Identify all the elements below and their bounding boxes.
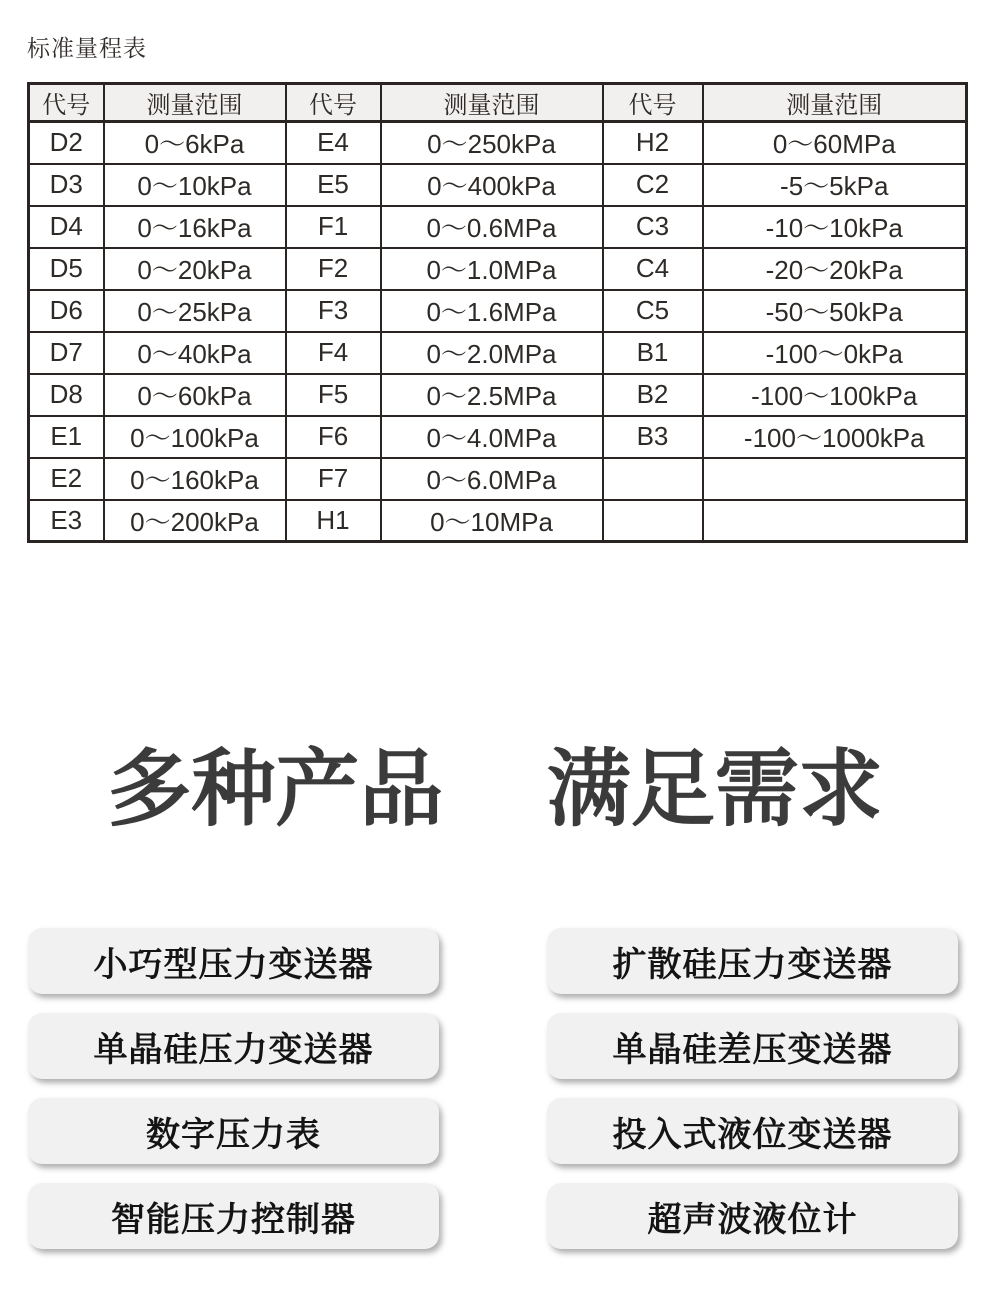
- product-button-grid: [28, 928, 958, 1249]
- range-cell: 0～10MPa: [381, 500, 603, 542]
- range-cell: -20～20kPa: [703, 248, 967, 290]
- range-cell: 0～1.0MPa: [381, 248, 603, 290]
- header-code-2: 代号: [286, 84, 381, 122]
- code-cell: B3: [603, 416, 703, 458]
- code-cell: [603, 500, 703, 542]
- code-cell: H2: [603, 122, 703, 164]
- header-code-3: 代号: [603, 84, 703, 122]
- section-heading: 多种产品 满足需求: [107, 742, 883, 836]
- range-cell: 0～60kPa: [104, 374, 286, 416]
- code-cell: E2: [29, 458, 104, 500]
- header-range-2: 测量范围: [381, 84, 603, 122]
- table-row: [29, 374, 967, 416]
- product-button-smart-pressure-controller[interactable]: 智能压力控制器: [28, 1183, 439, 1249]
- code-cell: C2: [603, 164, 703, 206]
- header-range-3: 测量范围: [703, 84, 967, 122]
- table-row: [29, 290, 967, 332]
- table-row: [29, 458, 967, 500]
- code-cell: D8: [29, 374, 104, 416]
- table-row: [29, 416, 967, 458]
- code-cell: F2: [286, 248, 381, 290]
- range-cell: 0～40kPa: [104, 332, 286, 374]
- header-code-1: 代号: [29, 84, 104, 122]
- code-cell: E3: [29, 500, 104, 542]
- range-cell: 0～1.6MPa: [381, 290, 603, 332]
- range-cell: -100～1000kPa: [703, 416, 967, 458]
- code-cell: E5: [286, 164, 381, 206]
- product-button-monocrystalline-silicon-pressure-transmitter[interactable]: 单晶硅压力变送器: [28, 1013, 439, 1079]
- code-cell: H1: [286, 500, 381, 542]
- code-cell: D5: [29, 248, 104, 290]
- product-button-ultrasonic-level-meter[interactable]: 超声波液位计: [547, 1183, 958, 1249]
- range-cell: 0～0.6MPa: [381, 206, 603, 248]
- header-range-1: 测量范围: [104, 84, 286, 122]
- code-cell: F1: [286, 206, 381, 248]
- range-cell: [703, 500, 967, 542]
- range-cell: 0～250kPa: [381, 122, 603, 164]
- code-cell: D3: [29, 164, 104, 206]
- code-cell: C3: [603, 206, 703, 248]
- table-row: [29, 122, 967, 164]
- table-row: [29, 332, 967, 374]
- code-cell: F7: [286, 458, 381, 500]
- code-cell: C4: [603, 248, 703, 290]
- product-button-diffused-silicon-pressure-transmitter[interactable]: 扩散硅压力变送器: [547, 928, 958, 994]
- code-cell: D2: [29, 122, 104, 164]
- range-cell: -50～50kPa: [703, 290, 967, 332]
- code-cell: C5: [603, 290, 703, 332]
- range-cell: 0～2.0MPa: [381, 332, 603, 374]
- range-cell: 0～4.0MPa: [381, 416, 603, 458]
- code-cell: E4: [286, 122, 381, 164]
- product-button-compact-pressure-transmitter[interactable]: 小巧型压力变送器: [28, 928, 439, 994]
- range-cell: 0～2.5MPa: [381, 374, 603, 416]
- page-title: 标准量程表: [27, 35, 147, 61]
- code-cell: B2: [603, 374, 703, 416]
- standard-range-table: [27, 82, 968, 543]
- code-cell: [603, 458, 703, 500]
- product-button-submersible-level-transmitter[interactable]: 投入式液位变送器: [547, 1098, 958, 1164]
- product-button-monocrystalline-silicon-differential-pressure-transmitter[interactable]: 单晶硅差压变送器: [547, 1013, 958, 1079]
- range-cell: [703, 458, 967, 500]
- code-cell: D6: [29, 290, 104, 332]
- range-cell: -100～100kPa: [703, 374, 967, 416]
- range-cell: 0～400kPa: [381, 164, 603, 206]
- range-cell: 0～100kPa: [104, 416, 286, 458]
- code-cell: F5: [286, 374, 381, 416]
- range-cell: 0～200kPa: [104, 500, 286, 542]
- range-cell: 0～6kPa: [104, 122, 286, 164]
- range-cell: 0～16kPa: [104, 206, 286, 248]
- code-cell: D7: [29, 332, 104, 374]
- code-cell: F3: [286, 290, 381, 332]
- table-row: [29, 164, 967, 206]
- table-row: [29, 248, 967, 290]
- range-cell: 0～20kPa: [104, 248, 286, 290]
- table-row: [29, 206, 967, 248]
- range-cell: -5～5kPa: [703, 164, 967, 206]
- range-cell: 0～160kPa: [104, 458, 286, 500]
- code-cell: B1: [603, 332, 703, 374]
- range-cell: 0～60MPa: [703, 122, 967, 164]
- code-cell: F6: [286, 416, 381, 458]
- range-cell: 0～6.0MPa: [381, 458, 603, 500]
- code-cell: F4: [286, 332, 381, 374]
- table-header-row: [29, 84, 967, 122]
- table-row: [29, 500, 967, 542]
- range-cell: -10～10kPa: [703, 206, 967, 248]
- code-cell: E1: [29, 416, 104, 458]
- product-button-digital-pressure-gauge[interactable]: 数字压力表: [28, 1098, 439, 1164]
- range-cell: 0～25kPa: [104, 290, 286, 332]
- range-cell: 0～10kPa: [104, 164, 286, 206]
- range-cell: -100～0kPa: [703, 332, 967, 374]
- code-cell: D4: [29, 206, 104, 248]
